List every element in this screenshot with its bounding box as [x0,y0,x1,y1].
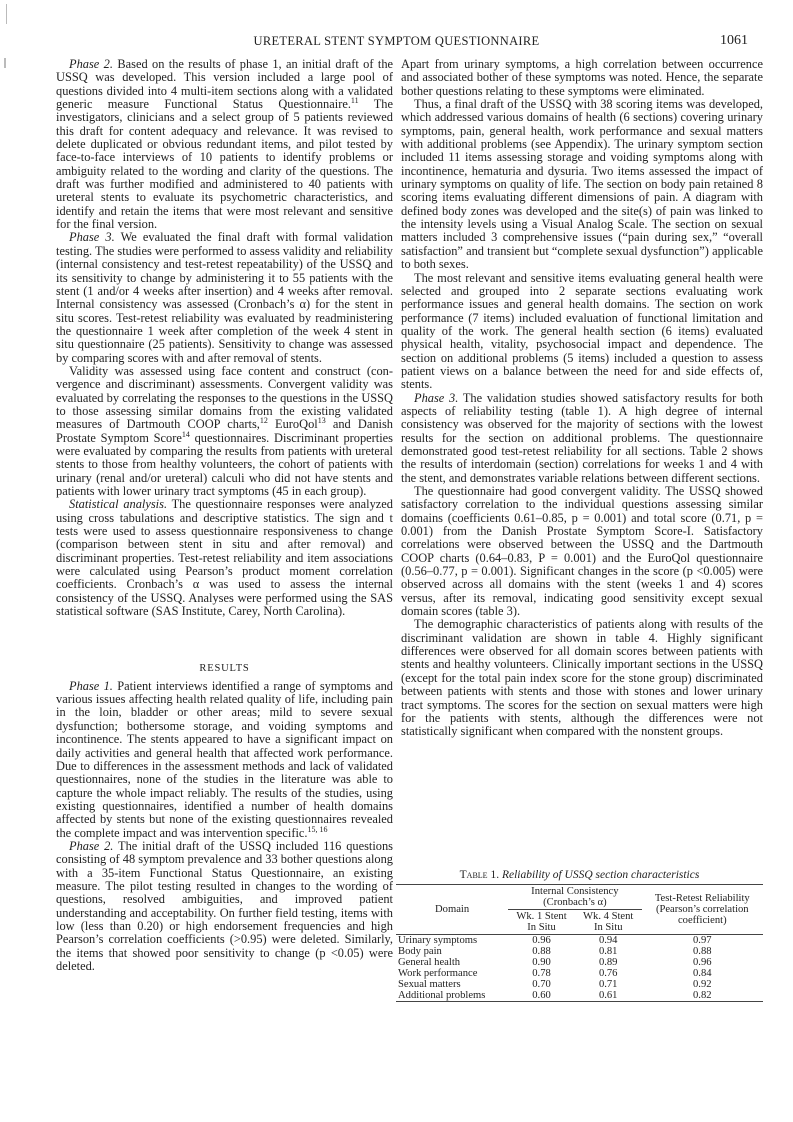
cell-domain: Additional problems [398,990,486,1001]
paragraph-text: Patient interviews identified a range of symptoms and various issues affecting health related quality of life, including pain in the loin, bladder or other areas; mild to severe sexual dysfunction; bothersome storage, and voiding symptoms and incontinence. The stents appeared to have a significant impact on daily activities and general health that affected work performance. Due to differences in the assessment methods and lack of validated questionnaires, none of the studies in the literature was able to capture the whole impact reliably. The results of the studies, using existing questionnaires, identified a number of health domains affected by stents but none of the existing questionnaires revealed the complete impact and was intervention specific. [56,678,394,840]
header-text: Wk. 1 Stent [516,911,567,922]
cell-domain: Sexual matters [398,979,461,990]
table-row [396,990,763,1002]
cell-wk1: 0.90 [532,957,551,968]
header-wk4 [575,910,642,935]
scan-margin-mark [4,58,6,68]
cell-retest: 0.82 [693,990,712,1001]
paragraph-text: Based on the results of phase 1, an initial draft of the USSQ was developed. This version included a large pool of questions divided into 4 multi-item sections along with a validated generic measure Functional Status Questionnaire. [56,57,394,112]
cell-wk4: 0.81 [598,946,618,957]
paragraph-text: questionnaires. Discriminant properties were evaluated by comparing the results from patients with ureteral stents to those from healthy volunteers, the cohort of patients with urinary (renal and/or ureteral) calculi who did not have stents and patients with lower urinary tract symptoms (45 in each group). [56,430,393,498]
table-row [396,957,763,968]
paragraph-lead: Phase 3. [414,390,459,405]
cell-domain: Body pain [398,946,442,957]
paragraph [401,485,763,618]
reference-superscript: 15, 16 [307,824,328,834]
paragraph-text: The demographic characteristics of patients along with results of the discriminant validation are shown in table 4. Highly significant differences were observed for all domain scores between patients with stents and healthy volunteers. Clinically important sections in the USSQ (except for the total pain index score for the stone group) discriminated between patients with stents and those with stones and lower urinary tract symptoms. The scores for the section on sexual matters were high for the patients with stents, although the differences were not statistically significant when compared with the nonstent groups. [401,617,763,739]
right-column [401,58,763,739]
cell-wk1: 0.96 [532,935,551,946]
header-text: Wk. 4 Stent [583,911,634,922]
header-domain: Domain [435,904,470,915]
cell-wk1: 0.88 [532,946,551,957]
cell-retest: 0.88 [693,946,712,957]
cell-domain: Work performance [398,968,478,979]
paragraph [401,392,763,485]
cell-domain: Urinary symptoms [398,935,478,946]
header-text: (Cronbach’s α) [543,897,607,908]
cell-wk4: 0.61 [598,990,618,1001]
cell-wk1: 0.60 [532,990,551,1001]
header-text: (Pearson’s correlation [655,904,749,915]
cell-wk4: 0.89 [598,957,618,968]
paragraph-text: Thus, a final draft of the USSQ with 38 scoring items was developed, which addressed various domains of health (6 sections) covering urinary symptoms, pain, general health, work performance and sexual matters with additional problems (see Appendix). The urinary symptom section included 11 items assessing storage and voiding symptoms along with incontinence, hematuria and dysuria. Two items assessed the impact of urinary symptoms on quality of life. The section on body pain retained 8 scoring items evaluating different dimensions of pain. A diagram with defined body zones was developed and the site(s) of pain was linked to the intensity levels using a Visual Analog Scale. The section on sexual matters included 3 comprehensive issues (“pain during sex,” “overall satisfaction” and transient but “complete sexual dysfunction”) applicable to both sexes. [401,97,763,272]
table-1 [396,870,763,1002]
methods-text [56,58,393,618]
header-test-retest [642,885,763,935]
header-text: In Situ [527,922,556,933]
scan-margin-mark [6,4,7,24]
paragraph [401,98,763,271]
table-caption [396,870,763,881]
paragraph-text: The most relevant and sensitive items evaluating general health were selected and grouped into 2 separate sections evaluating work performance issues and general health domains. The section on work performance (7 items) included evaluation of functional limitation and quality of the work. The general health section (6 items) evaluated physical health, vitality, psychosocial impact and dependence. The section on additional problems (5 items) included a question to assess patient views on a balance between the need for and side effects of, stents. [401,270,763,392]
cell-retest: 0.92 [693,979,712,990]
reference-superscript: 14 [181,429,190,439]
paragraph [56,58,393,231]
paragraph [56,680,393,840]
paragraph-text: The investigators, clinicians and a select group of 5 patients reviewed this draft for content adequacy and relevance. It was revised to delete duplicated or obvious redundant items, and pilot tested by face-to-face interviews of 10 patients to identify problems or ambiguity related to the wording and clarity of the questions. The draft was further modified and administered to 40 patients with ureteral stents to evaluate its psychometric characteristics, and identify and retain the items that were most relevant and sensitive for the final version. [56,97,393,232]
header-text: Internal Consistency [531,886,619,897]
table-row [396,979,763,990]
paragraph [56,231,393,364]
paragraph [401,272,763,392]
left-column [56,58,393,973]
cell-wk1: 0.78 [532,968,551,979]
table-title: Reliability of USSQ section characteristics [501,869,700,881]
paragraph-text: The initial draft of the USSQ included 116 questions consisting of 48 symptom prevalence and 33 bother questions along with a 35-item Functional Status Questionnaire, an existing measure. The pilot testing resulted in changes to the wording of questions, resolved ambiguities, and improved patient understanding and acceptability. On further field testing, items with low (less than 0.20) or high endorsement frequencies and high Pearson’s correlation coefficients (>0.95) were deleted. Similarly, the items that showed poor sensitivity to change (p <0.05) were deleted. [56,838,393,973]
paragraph-lead: Phase 2. [69,838,114,853]
paragraph-lead: Phase 3. [69,230,115,245]
paragraph-text: Validity was assessed using face content and construct (convergence and discriminant) assessments. Convergent validity was evaluated by correlating the responses to the questions in the USSQ to those assessing similar domains from the existing validated measures of Dartmouth COOP charts, [56,363,393,432]
table-label: Table 1. [459,869,500,881]
paragraph-text: EuroQol [267,417,318,432]
paragraph [56,498,393,618]
cell-wk4: 0.94 [598,935,618,946]
cell-wk4: 0.76 [598,968,618,979]
cell-wk1: 0.70 [532,979,551,990]
reference-superscript: 11 [350,95,359,105]
cell-retest: 0.96 [693,957,712,968]
paragraph-text: The questionnaire had good convergent validity. The USSQ showed satisfactory correlation to the individual questions assessing similar domains (coefficients 0.61–0.85, p = 0.001) and total score (0.71, p = 0.001) from the Danish Prostate Symptom Score-I. Satisfactory correlations were observed between the USSQ and the Dartmouth COOP charts (0.64–0.83, P = 0.001) and the EuroQol questionnaire (0.56–0.77, p = 0.001). Significant changes in the score (p <0.005) were observed across all domains with the stent (weeks 1 and 4) scores versus, after its removal, indicating good sensitivity except sexual domain scores (table 3). [401,484,763,619]
paragraph-lead: Phase 1. [69,678,113,693]
paragraph-lead: Statistical analysis. [69,497,168,512]
header-text: coefficient) [677,915,727,926]
cell-retest: 0.84 [693,968,712,979]
table-row [396,935,763,947]
paragraph-text: The validation studies showed satisfactory results for both aspects of reliability testing (table 1). A high degree of internal consistency was observed for the majority of sections with the lowest results for the section on additional problems. The questionnaire demonstrated good test-retest reliability for all sections. Table 2 shows the results of interdomain (section) correlations for weeks 1 and 4 with the stent, and demonstrates variable relations between different sections. [401,390,763,485]
cell-retest: 0.97 [693,935,712,946]
paragraph-lead: Phase 2. [69,57,113,71]
table-row [396,968,763,979]
reliability-table [396,884,763,1002]
results-text [56,680,393,974]
running-title: URETERAL STENT SYMPTOM QUESTIONNAIRE [253,34,540,48]
header-text: Test-Retest Reliability [654,893,750,904]
reference-superscript: 13 [317,416,326,426]
header-wk1 [508,910,575,935]
paragraph-text: and Danish Prostate Symptom Score [56,417,393,445]
header-internal-consistency [508,885,641,910]
paragraph [56,840,393,973]
table-row [396,946,763,957]
paragraph [401,58,763,98]
paragraph-text: The questionnaire responses were analyzed using cross tabulations and descriptive statistics. The sign and t tests were used to assess questionnaire responsiveness to change (comparison between stent in situ and after removal) and discriminant properties. Test-retest reliability and item associations were calculated using Pearson’s product moment correlation coefficients. Cronbach’s α was used to assess the internal consistency of the USSQ. Analyses were performed using the SAS statistical software (SAS Institute, Carey, North Carolina). [56,497,394,619]
cell-wk4: 0.71 [598,979,618,990]
results-text-continued [401,58,763,739]
paragraph [401,618,763,738]
header-text: In Situ [593,922,623,933]
paragraph-text: We evaluated the final draft with formal validation testing. The studies were performed to assess validity and reliability (internal consistency and test-retest repeatability) of the USSQ and its sensitivity to change by administering it to 55 patients with the stent (1 and/or 4 weeks after insertion) and 4 weeks after removal. Internal consistency was assessed (Cronbach’s α) for the stent in situ scores. Test-retest reliability was evaluated by readministering the questionnaire 1 week after completion of the week 4 stent in situ questionnaire (25 patients). Sensitivity to change was assessed by comparing scores with and after removal of stents. [56,230,393,365]
reference-superscript: 12 [259,416,268,426]
page-number: 1061 [720,33,748,48]
paragraph-text: Apart from urinary symptoms, a high correlation between occurrence and associated bother of these symptoms was noted. Hence, the separate bother questions relating to these symptoms were eliminated. [401,57,763,98]
cell-domain: General health [398,957,461,968]
paragraph [56,365,393,498]
section-heading-results: RESULTS [199,663,250,675]
